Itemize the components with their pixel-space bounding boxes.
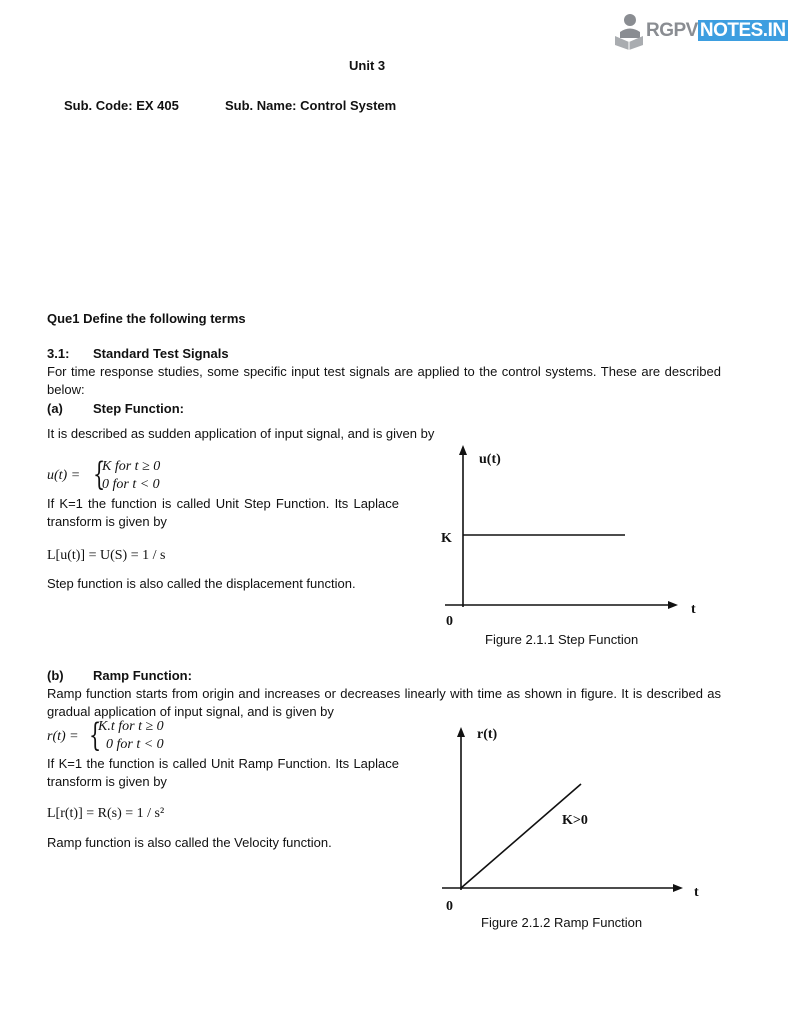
- step-x-arrow: [668, 601, 678, 609]
- sub-name: Sub. Name: Control System: [225, 98, 397, 113]
- step-title: Step Function:: [93, 401, 184, 416]
- section-number: 3.1:: [47, 346, 70, 361]
- ramp-case-2: 0 for t < 0: [106, 737, 164, 752]
- step-case-2: 0 for t < 0: [102, 477, 160, 492]
- ramp-also: Ramp function is also called the Velocity function.: [47, 835, 332, 850]
- step-laplace: L[u(t)] = U(S) = 1 / s: [47, 548, 166, 563]
- section-intro: For time response studies, some specific input test signals are applied to the control systems. These are described below:: [47, 364, 721, 397]
- logo-prefix: RGPV: [646, 20, 698, 41]
- step-level-label: K: [441, 531, 452, 546]
- ramp-function-graph: [430, 722, 720, 917]
- logo-highlight: NOTES.IN: [699, 20, 786, 41]
- sub-code: Sub. Code: EX 405: [64, 98, 179, 113]
- reader-icon: [612, 12, 646, 50]
- step-y-arrow: [459, 445, 467, 455]
- ramp-brace: {: [89, 716, 102, 754]
- ramp-laplace: L[r(t)] = R(s) = 1 / s²: [47, 806, 165, 821]
- unit-title: Unit 3: [349, 58, 386, 73]
- ramp-origin-label: 0: [446, 899, 453, 914]
- ramp-description: Ramp function starts from origin and increases or decreases linearly with time as shown in figure. It is described as gradual application of input signal, and is given by: [47, 686, 721, 719]
- question-title: Que1 Define the following terms: [47, 311, 246, 326]
- ramp-x-arrow: [673, 884, 683, 892]
- ramp-y-label: r(t): [477, 727, 498, 742]
- step-figure-caption: Figure 2.1.1 Step Function: [485, 632, 639, 647]
- ramp-label: (b): [47, 668, 64, 683]
- ramp-equation-lhs: r(t) =: [47, 729, 79, 744]
- step-brace: {: [93, 455, 106, 493]
- ramp-line: [461, 784, 581, 888]
- site-logo: [612, 12, 786, 50]
- ramp-y-arrow: [457, 727, 465, 737]
- step-label: (a): [47, 401, 63, 416]
- ramp-title: Ramp Function:: [93, 668, 192, 683]
- step-x-label: t: [691, 602, 696, 617]
- step-origin-label: 0: [446, 614, 453, 629]
- step-equation-lhs: u(t) =: [47, 468, 81, 483]
- step-unit-text: If K=1 the function is called Unit Step Function. Its Laplace transform is given by: [47, 496, 399, 529]
- step-case-1: K for t ≥ 0: [102, 459, 161, 474]
- step-y-label: u(t): [479, 452, 501, 467]
- ramp-case-1: K.t for t ≥ 0: [98, 719, 164, 734]
- ramp-figure-caption: Figure 2.1.2 Ramp Function: [481, 915, 643, 930]
- step-function-graph: [430, 442, 710, 632]
- step-also: Step function is also called the displacement function.: [47, 576, 356, 591]
- ramp-unit-text: If K=1 the function is called Unit Ramp Function. Its Laplace transform is given by: [47, 756, 399, 789]
- step-description: It is described as sudden application of input signal, and is given by: [47, 426, 435, 441]
- ramp-slope-label: K>0: [562, 813, 588, 828]
- section-title: Standard Test Signals: [93, 346, 229, 361]
- ramp-x-label: t: [694, 885, 699, 900]
